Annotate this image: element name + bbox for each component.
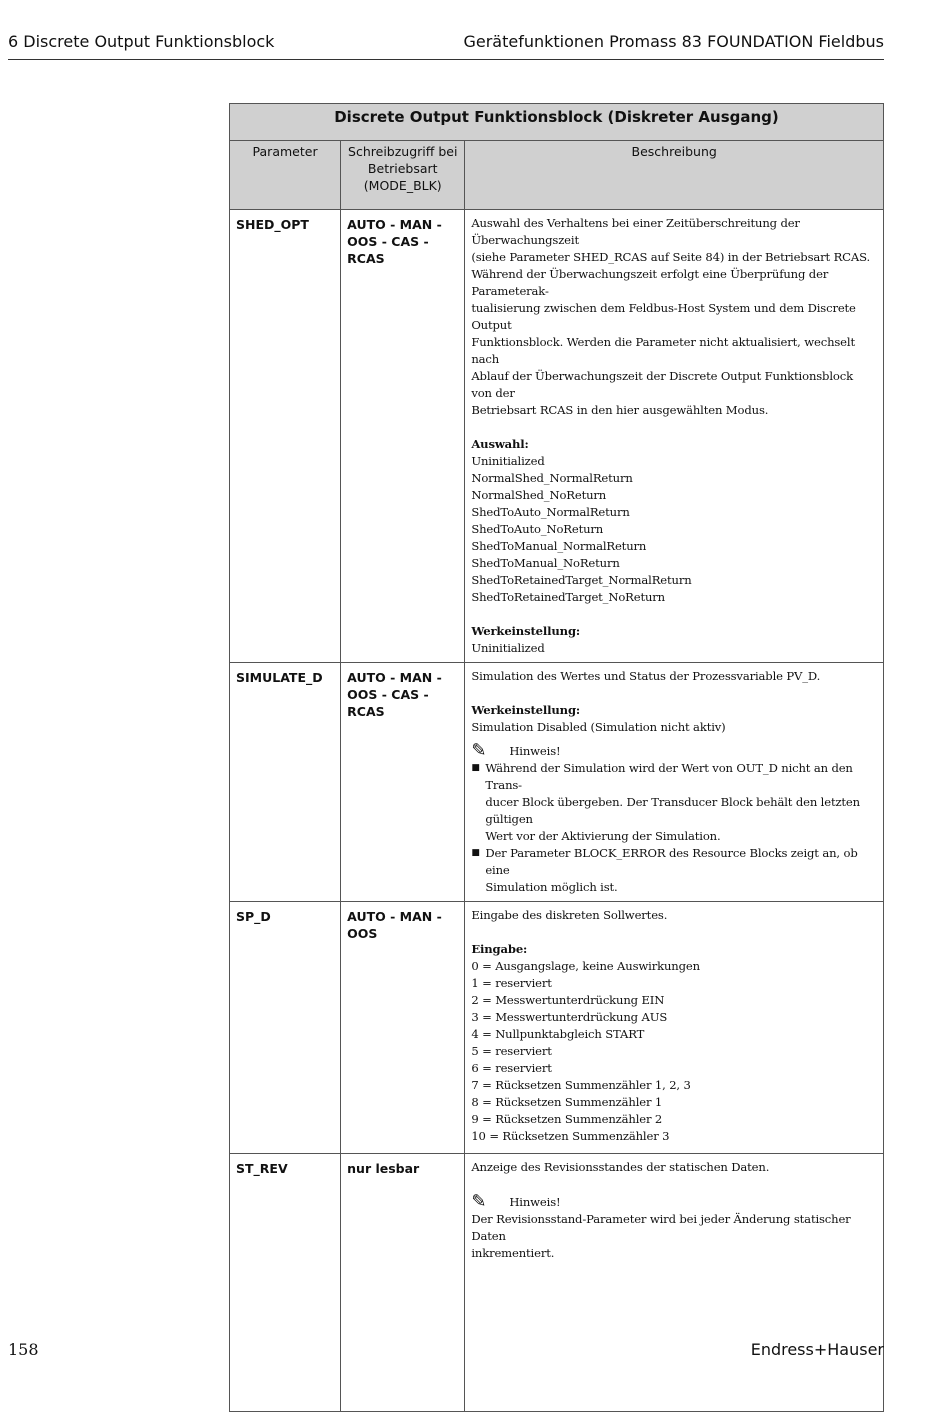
param-access (341, 663, 465, 902)
input-item: 5 = reserviert (471, 1044, 552, 1058)
param-access-line2: OOS - CAS - RCAS (347, 687, 429, 719)
input-item: 6 = reserviert (471, 1061, 552, 1075)
param-name: ST_REV (230, 1154, 341, 1412)
list-item (471, 845, 877, 896)
input-item: 7 = Rücksetzen Summenzähler 1, 2, 3 (471, 1078, 691, 1092)
column-header-parameter (230, 141, 341, 210)
desc-line: Anzeige des Revisionsstandes der statischen Daten. (471, 1160, 770, 1174)
column-header-access-line3: (MODE_BLK) (363, 178, 442, 193)
table-row-simulate-d (230, 663, 884, 902)
note-label: Hinweis! (509, 743, 561, 758)
table-row-shed-opt (230, 210, 884, 663)
column-header-access-line1: Schreibzugriff bei (348, 144, 458, 159)
column-header-access (341, 141, 465, 210)
desc-line: Eingabe des diskreten Sollwertes. (471, 908, 668, 922)
desc-line: Auswahl des Verhaltens bei einer Zeitüberschreitung der Überwachungszeit (471, 216, 800, 247)
choice-item: ShedToManual_NormalReturn (471, 539, 647, 553)
param-description (465, 663, 884, 902)
column-header-parameter-label: Parameter (252, 144, 318, 159)
param-name: SHED_OPT (230, 210, 341, 663)
input-item: 8 = Rücksetzen Summenzähler 1 (471, 1095, 663, 1109)
desc-line: Simulation des Wertes und Status der Prozessvariable PV_D. (471, 669, 821, 683)
param-access-line1: AUTO - MAN - (347, 670, 442, 685)
choice-item: ShedToRetainedTarget_NoReturn (471, 590, 665, 604)
default-value: Uninitialized (471, 641, 545, 655)
choice-item: ShedToManual_NoReturn (471, 556, 620, 570)
default-label: Werkeinstellung: (471, 703, 581, 717)
param-access-line1: AUTO - MAN - (347, 217, 442, 232)
param-access-line1: nur lesbar (347, 1161, 420, 1176)
header-chapter-title: 6 Discrete Output Funktionsblock (8, 32, 275, 51)
parameter-table (229, 103, 884, 1412)
column-header-description (465, 141, 884, 210)
param-access-line2: OOS - CAS - RCAS (347, 234, 429, 266)
param-description (465, 902, 884, 1154)
desc-line: Ablauf der Überwachungszeit der Discrete Output Funktionsblock von der (471, 369, 853, 400)
choice-item: NormalShed_NoReturn (471, 488, 607, 502)
default-label: Werkeinstellung: (471, 624, 581, 638)
bullet-line: Der Parameter BLOCK_ERROR des Resource Blocks zeigt an, ob eine (485, 846, 858, 877)
input-item: 1 = reserviert (471, 976, 552, 990)
table-row-st-rev (230, 1154, 884, 1412)
input-label: Eingabe: (471, 942, 528, 956)
param-access (341, 1154, 465, 1412)
param-name: SIMULATE_D (230, 663, 341, 902)
input-item: 3 = Messwertunterdrückung AUS (471, 1010, 668, 1024)
brand-logo-text: Endress+Hauser (750, 1340, 884, 1359)
table-row-sp-d (230, 902, 884, 1154)
desc-line: Funktionsblock. Werden die Parameter nicht aktualisiert, wechselt nach (471, 335, 855, 366)
choice-label: Auswahl: (471, 437, 529, 451)
note-block (471, 1193, 877, 1211)
header-rule (8, 59, 884, 60)
default-value: Simulation Disabled (Simulation nicht aktiv) (471, 720, 726, 734)
bullet-line: Simulation möglich ist. (485, 880, 618, 894)
note-line: Der Revisionsstand-Parameter wird bei jeder Änderung statischer Daten (471, 1212, 851, 1243)
pencil-note-icon: ✎ (471, 740, 487, 761)
choice-item: ShedToAuto_NormalReturn (471, 505, 630, 519)
input-item: 2 = Messwertunterdrückung EIN (471, 993, 665, 1007)
bullet-square-icon: ■ (471, 848, 480, 858)
note-line: inkrementiert. (471, 1246, 555, 1260)
column-header-access-line2: Betriebsart (367, 161, 438, 176)
param-access (341, 210, 465, 663)
param-access-line1: AUTO - MAN - (347, 909, 442, 924)
param-access (341, 902, 465, 1154)
input-item: 10 = Rücksetzen Summenzähler 3 (471, 1129, 670, 1143)
note-label: Hinweis! (509, 1194, 561, 1209)
choice-item: Uninitialized (471, 454, 545, 468)
header-document-title: Gerätefunktionen Promass 83 FOUNDATION Fieldbus (463, 32, 884, 51)
param-name: SP_D (230, 902, 341, 1154)
param-description (465, 210, 884, 663)
param-access-line2: OOS (347, 926, 378, 941)
desc-line: tualisierung zwischen dem Feldbus-Host System und dem Discrete Output (471, 301, 856, 332)
bullet-line: ducer Block übergeben. Der Transducer Block behält den letzten gültigen (485, 795, 860, 826)
input-item: 0 = Ausgangslage, keine Auswirkungen (471, 959, 700, 973)
pencil-note-icon: ✎ (471, 1191, 487, 1212)
choice-item: NormalShed_NormalReturn (471, 471, 633, 485)
desc-line: Während der Überwachungszeit erfolgt eine Überprüfung der Parameterak- (471, 267, 829, 298)
table-title: Discrete Output Funktionsblock (Diskreter Ausgang) (230, 104, 884, 141)
param-description (465, 1154, 884, 1412)
input-item: 4 = Nullpunktabgleich START (471, 1027, 645, 1041)
bullet-line: Wert vor der Aktivierung der Simulation. (485, 829, 721, 843)
bullet-line: Während der Simulation wird der Wert von OUT_D nicht an den Trans- (485, 761, 853, 792)
choice-item: ShedToRetainedTarget_NormalReturn (471, 573, 692, 587)
input-item: 9 = Rücksetzen Summenzähler 2 (471, 1112, 663, 1126)
column-header-description-label: Beschreibung (631, 144, 717, 159)
list-item (471, 760, 877, 845)
desc-line: (siehe Parameter SHED_RCAS auf Seite 84) in der Betriebsart RCAS. (471, 250, 871, 264)
bullet-square-icon: ■ (471, 763, 480, 773)
choice-item: ShedToAuto_NoReturn (471, 522, 604, 536)
desc-line: Betriebsart RCAS in den hier ausgewählten Modus. (471, 403, 769, 417)
page-number: 158 (8, 1340, 39, 1359)
note-block (471, 742, 877, 760)
